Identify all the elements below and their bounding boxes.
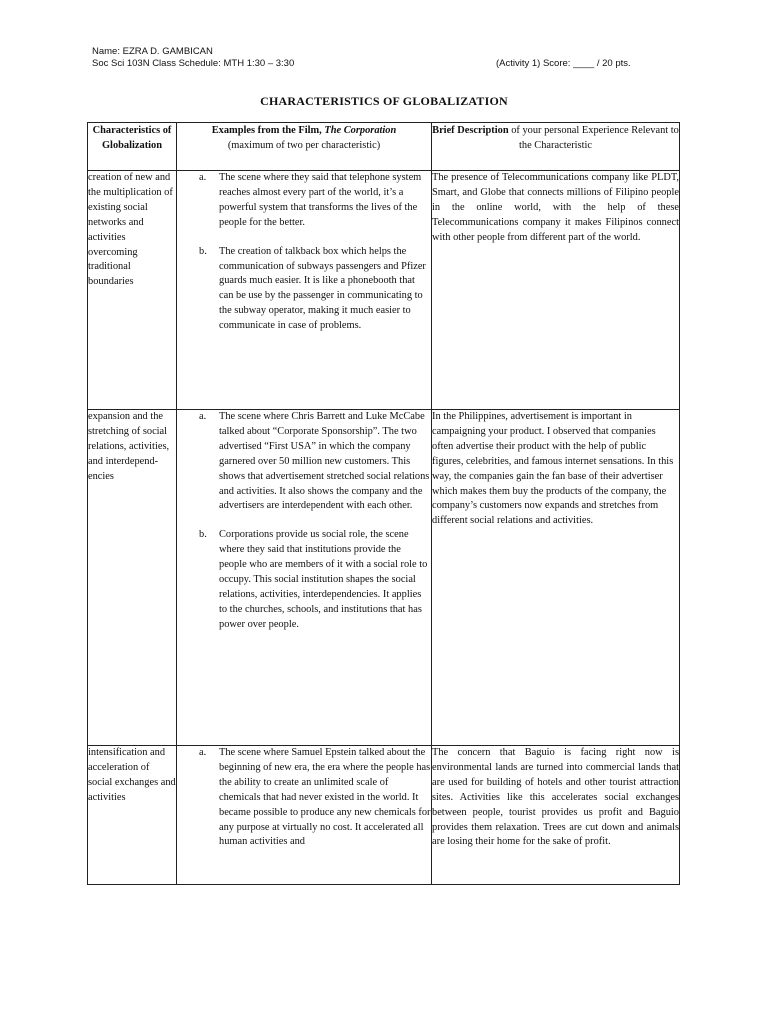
example-text: The scene where Chris Barrett and Luke McCabe talked about “Corporate Sponsorship”. The two advertised “First USA” in which the company garnered over 50 million new customers. This shows that advertisement stretched social relations and activities. It also shows the company and the advertisers are interdependent with each other.: [219, 411, 430, 512]
table-row: [88, 410, 680, 746]
table-row: [88, 746, 680, 885]
header-description-rest: of your personal Experience Relevant to the Characteristic: [508, 125, 679, 151]
example-label: a.: [199, 172, 207, 183]
example-text: The scene where they said that telephone system reaches almost every part of the world, it’s a powerful system that transforms the lives of the people for the better.: [219, 172, 422, 228]
example-item: [177, 746, 431, 850]
example-item: [177, 528, 431, 632]
example-text: Corporations provide us social role, the scene where they said that institutions provide the people who are members of it with a social role to occupy. This social institution shapes the social relations, activities, interdependencies. It applies to the churches, schools, and institutions that has power over people.: [219, 529, 428, 630]
characteristic-cell: intensification and acceleration of social exchanges and activities: [88, 746, 177, 885]
examples-cell: [177, 171, 432, 410]
header-description: [432, 123, 680, 171]
page-title: CHARACTERISTICS OF GLOBALIZATION: [260, 94, 508, 108]
table-header-row: [88, 123, 680, 171]
characteristic-cell: creation of new and the multiplication of existing social networks and activities overcoming traditional boundaries: [88, 171, 177, 410]
example-label: b.: [199, 245, 207, 257]
example-label: a.: [199, 411, 207, 422]
description-cell: The presence of Telecommunications company like PLDT, Smart, and Globe that connects millions of Filipino people in the online world, with the help of these Telecommunications company it makes Filipinos connect with other people from different part of the world.: [432, 171, 680, 410]
header-examples-film: The Corporation: [324, 125, 397, 136]
header-examples: [177, 123, 432, 171]
example-text: The creation of talkback box which helps the communication of subways passengers and Pfizer guards much easier. It is like a phonebooth that can be use by the passenger in communicating to the subway operator, making it much easier to communicate in case of problems.: [219, 245, 426, 332]
examples-cell: [177, 746, 432, 885]
header-examples-bold: Examples from the Film,: [211, 125, 325, 136]
example-item: [177, 410, 431, 514]
header-description-bold: Brief Description: [432, 125, 509, 136]
description-cell: In the Philippines, advertisement is important in campaigning your product. I observed that companies often advertise their product with the help of public figures, celebrities, and famous internet sensations. In this way, the companies gain the fan base of their advertiser which makes them buy the products of the company, the company’s customers now expands and stretches from different social relations and activities.: [432, 410, 680, 746]
example-item: [177, 245, 431, 334]
activity-score: (Activity 1) Score: ____ / 20 pts.: [496, 58, 631, 69]
class-schedule: Soc Sci 103N Class Schedule: MTH 1:30 – 3:30: [92, 58, 295, 69]
table-row: [88, 171, 680, 410]
example-label: b.: [199, 529, 207, 541]
example-text: The scene where Samuel Epstein talked about the beginning of new era, the era where the people has the ability to create an unlimited scale of chemicals that had never existed in the world. It became possible to produce any new chemicals for any purpose at virtually no cost. It accelerated all human activities and: [219, 747, 431, 848]
example-item: [177, 171, 431, 231]
description-cell: The concern that Baguio is facing right now is environmental lands are turned into commercial lands that are used for building of hotels and other tourist attraction sites. Activities like this accelerates social exchanges between people, tourist provides us profit and Baguio provides them relaxation. Trees are cut down and animals are losing their home for the sake of profit.: [432, 746, 680, 885]
student-name: Name: EZRA D. GAMBICAN: [92, 46, 213, 57]
examples-cell: [177, 410, 432, 746]
header-examples-sub: (maximum of two per characteristic): [227, 140, 381, 151]
characteristic-cell: expansion and the stretching of social relations, activities, and interdepend-encies: [88, 410, 177, 746]
example-label: a.: [199, 747, 207, 758]
header-characteristics: Characteristics of Globalization: [88, 123, 177, 171]
globalization-table: [87, 122, 680, 885]
